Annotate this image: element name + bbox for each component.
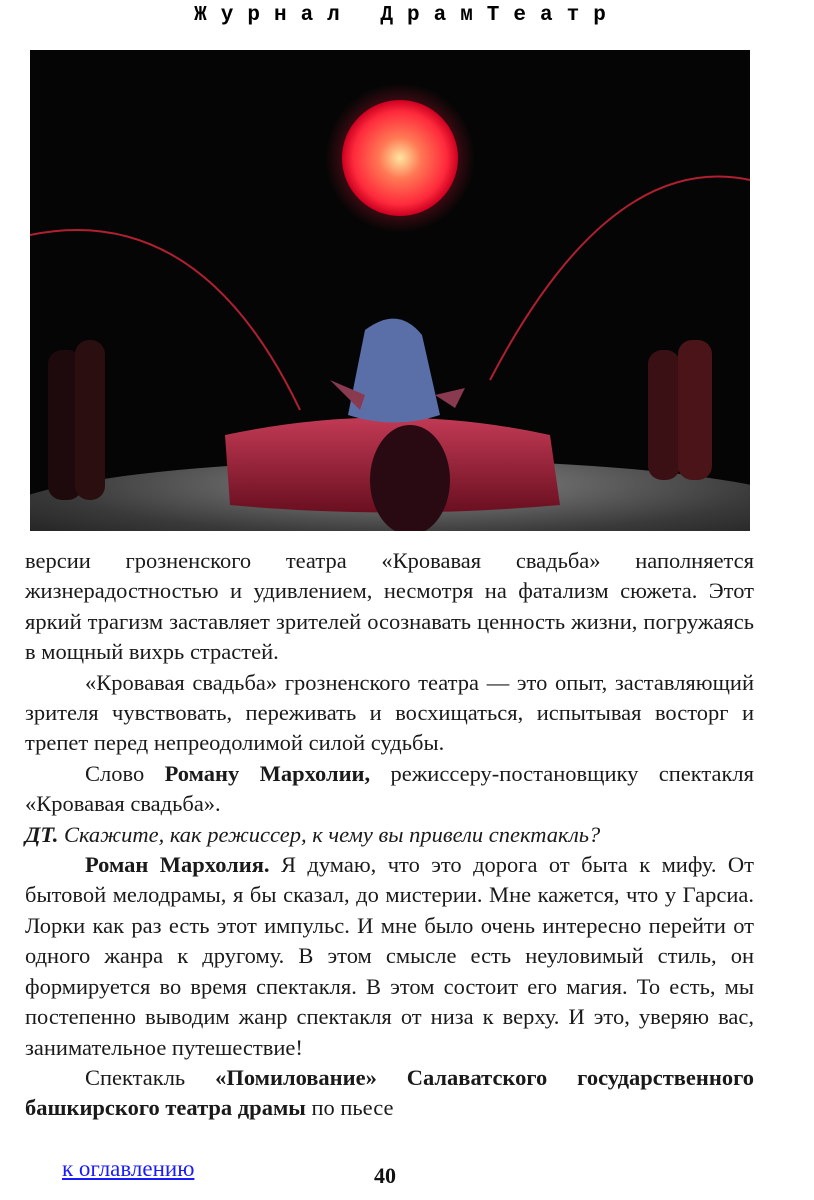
page-number: 40 [374,1163,396,1188]
paragraph-3-rest: режиссеру-постановщику спектакля «Кровавая свадьба». [25,760,754,817]
play-title: «Помилование» Салаватского государственного башкирского театра драмы [25,1064,754,1121]
paragraph-5-lead: Спектакль [85,1064,216,1090]
paragraph-5-rest: по пьесе [305,1095,394,1121]
table-of-contents-link[interactable]: к оглавлению [62,1156,195,1181]
answer-text: Я думаю, что это дорога от быта к мифу. От бытовой мелодрамы, я бы сказал, до мистерии. Мне кажется, что у Гарсиа. Лорки как раз есть этот импульс. И мне было очень интересно перейти от одного жанра к другому. В этом смысле есть неуловимый стиль, он формируется во время спектакля. В этом состоит его магия. То есть, мы постепенно выводим жанр спектакля от низа к верху. И это, уверяю вас, занимательное путешествие! [25,852,754,1060]
stage-photo [30,50,750,531]
answer-speaker: Роман Мархолия. [85,852,270,878]
article-body [25,546,754,1124]
paragraph-3 [25,759,754,820]
paragraph-5 [25,1063,754,1124]
stage-scene-image [30,50,750,531]
interview-answer [25,850,754,1063]
paragraph-1: версии грозненского театра «Кровавая свадьба» наполняется жизнерадостностью и удивлением, несмотря на фатализм сюжета. Этот яркий трагизм заставляет зрителей осознавать ценность жизни, погружаясь в мощный вихрь страстей. [25,548,754,665]
director-name: Роману Мархолии, [164,760,371,786]
paragraph-3-lead: Слово [85,760,165,786]
question-label: ДТ. [25,821,59,847]
journal-header: Журнал ДрамТеатр [194,4,620,27]
interview-question [25,820,754,850]
paragraph-2: «Кровавая свадьба» грозненского театра — это опыт, заставляющий зрителя чувствовать, переживать и восхищаться, испытывая восторг и трепет перед непреодолимой силой судьбы. [25,669,754,756]
question-text: Скажите, как режиссер, к чему вы привели спектакль? [58,821,601,847]
